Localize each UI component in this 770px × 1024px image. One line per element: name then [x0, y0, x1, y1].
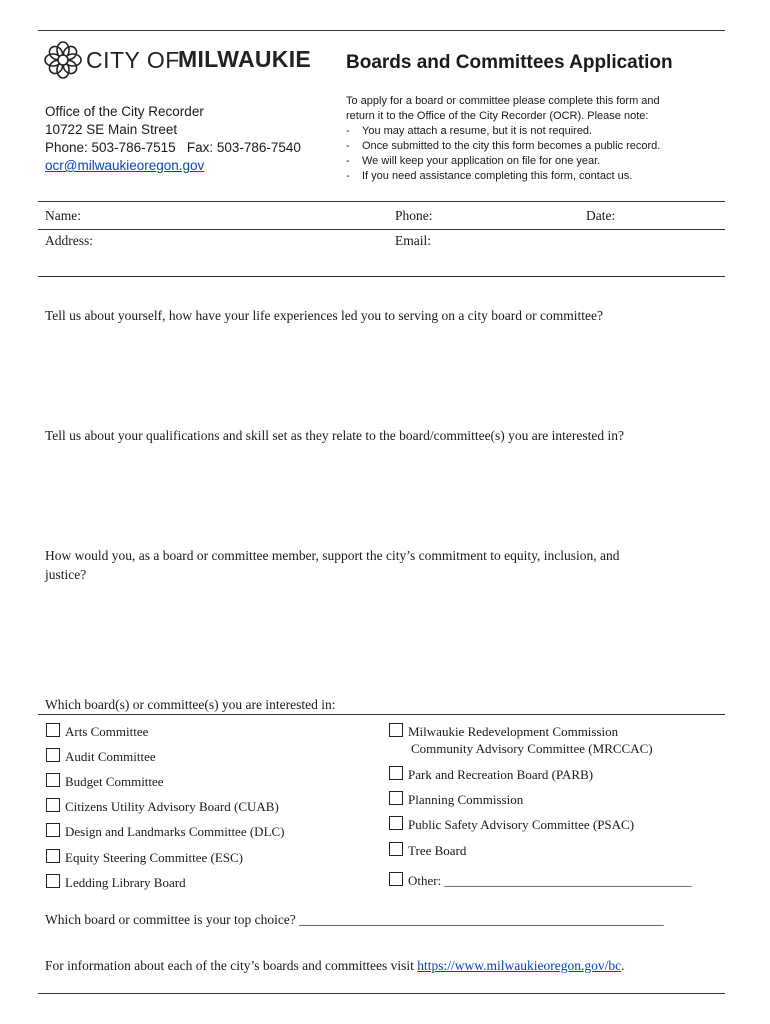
board-option-label: Citizens Utility Advisory Board (CUAB)	[65, 799, 279, 814]
other-field[interactable]: Other: ______________________________________	[408, 873, 692, 888]
boards-info-text: For information about each of the city’s boards and committees visit https://www.milwaukieoregon.gov/bc.	[45, 958, 625, 973]
email-field[interactable]: Email:	[395, 233, 431, 248]
board-option-label: Tree Board	[408, 843, 467, 858]
name-field[interactable]: Name:	[45, 208, 81, 223]
board-option-label: Audit Committee	[65, 749, 156, 764]
parb-checkbox[interactable]	[389, 766, 403, 780]
board-option-label: Milwaukie Redevelopment Commission	[408, 724, 619, 739]
ledding-library-checkbox[interactable]	[46, 874, 60, 888]
board-option-label: Budget Committee	[65, 774, 164, 789]
address-field[interactable]: Address:	[45, 233, 93, 248]
board-option-label: Design and Landmarks Committee (DLC)	[65, 824, 285, 839]
office-name: Office of the City Recorder	[45, 104, 204, 119]
note-item: - You may attach a resume, but it is not required.	[346, 125, 593, 137]
board-option-label: Equity Steering Committee (ESC)	[65, 850, 244, 865]
cuab-checkbox[interactable]	[46, 798, 60, 812]
bottom-rule	[38, 993, 725, 994]
budget-committee-checkbox[interactable]	[46, 773, 60, 787]
other-checkbox[interactable]	[389, 872, 403, 886]
psac-checkbox[interactable]	[389, 816, 403, 830]
dlc-checkbox[interactable]	[46, 823, 60, 837]
phone-field[interactable]: Phone:	[395, 208, 433, 223]
form-title: Boards and Committees Application	[346, 52, 673, 73]
board-option-label-continued: Community Advisory Committee (MRCCAC)	[411, 741, 653, 756]
tree-board-checkbox[interactable]	[389, 842, 403, 856]
city-logo	[44, 40, 314, 80]
top-choice-field[interactable]: Which board or committee is your top choice? ______________________________________________________	[45, 912, 664, 927]
question-about-yourself: Tell us about yourself, how have your life experiences led you to serving on a city board or committee?	[45, 308, 604, 323]
arts-committee-checkbox[interactable]	[46, 723, 60, 737]
esc-checkbox[interactable]	[46, 849, 60, 863]
mrccac-checkbox[interactable]	[389, 723, 403, 737]
board-option-label: Public Safety Advisory Committee (PSAC)	[408, 817, 635, 832]
office-block	[45, 103, 301, 175]
note-item: - If you need assistance completing this form, contact us.	[346, 170, 633, 182]
boards-heading: Which board(s) or committee(s) you are interested in:	[45, 697, 336, 712]
date-field[interactable]: Date:	[586, 208, 616, 223]
office-phone-fax: Phone: 503-786-7515 Fax: 503-786-7540	[45, 140, 301, 155]
intro-line-2: return it to the Office of the City Recorder (OCR). Please note:	[346, 110, 649, 122]
boards-rule	[38, 714, 725, 715]
audit-committee-checkbox[interactable]	[46, 748, 60, 762]
note-item: - We will keep your application on file for one year.	[346, 155, 601, 167]
note-bullet: -	[346, 140, 350, 152]
intro-line-1: To apply for a board or committee please complete this form and	[346, 95, 660, 107]
top-rule	[38, 30, 725, 31]
office-address: 10722 SE Main Street	[45, 122, 178, 137]
intro-block	[346, 94, 660, 184]
contact-mid-rule	[38, 229, 725, 230]
office-email-link[interactable]: ocr@milwaukieoregon.gov	[45, 158, 205, 173]
note-bullet: -	[346, 125, 350, 137]
flower-logo-icon	[44, 41, 82, 79]
note-bullet: -	[346, 155, 350, 167]
logo-city-of: CITY OF	[86, 47, 180, 73]
contact-top-rule	[38, 201, 725, 202]
logo-milwaukie: MILWAUKIE	[178, 46, 312, 72]
question-equity: How would you, as a board or committee member, support the city’s commitment to equity, inclusion, and justice?	[45, 548, 620, 582]
board-option-label: Planning Commission	[408, 792, 524, 807]
boards-info-link[interactable]: https://www.milwaukieoregon.gov/bc	[417, 958, 622, 973]
planning-commission-checkbox[interactable]	[389, 791, 403, 805]
question-qualifications: Tell us about your qualifications and skill set as they relate to the board/committee(s) you are interested in?	[45, 428, 625, 443]
note-item: - Once submitted to the city this form becomes a public record.	[346, 140, 661, 152]
board-option-label: Ledding Library Board	[65, 875, 186, 890]
board-option-label: Arts Committee	[65, 724, 149, 739]
note-bullet: -	[346, 170, 350, 182]
contact-bottom-rule	[38, 276, 725, 277]
board-option-label: Park and Recreation Board (PARB)	[408, 767, 594, 782]
